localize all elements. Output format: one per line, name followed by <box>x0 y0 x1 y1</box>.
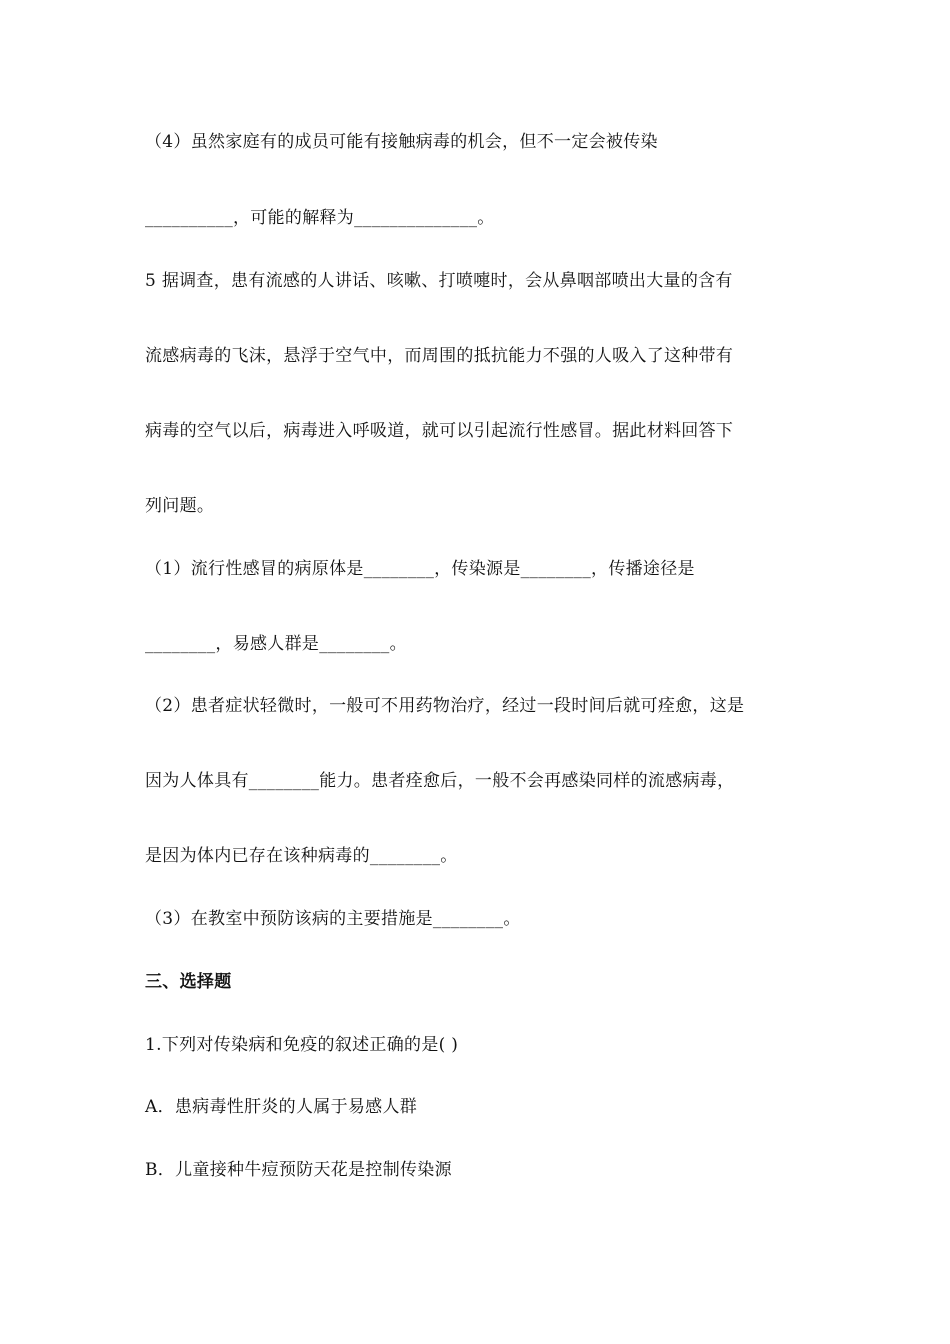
question-5-part-3: （3）在教室中预防该病的主要措施是________。 <box>145 909 521 929</box>
question-5-part-2-line-3: 是因为体内已存在该种病毒的________。 <box>145 846 458 866</box>
choice-option-a: A．患病毒性肝炎的人属于易感人群 <box>145 1097 418 1117</box>
question-4-line-2: __________，可能的解释为______________。 <box>145 208 495 228</box>
question-5-stem-line-1: 5 据调查，患有流感的人讲话、咳嗽、打喷嚏时，会从鼻咽部喷出大量的含有 <box>145 271 733 291</box>
question-4-line-1: （4）虽然家庭有的成员可能有接触病毒的机会，但不一定会被传染 <box>145 132 658 152</box>
question-5-stem-line-4: 列问题。 <box>145 496 215 516</box>
section-heading-choice: 三、选择题 <box>145 972 232 992</box>
question-5-part-2-line-1: （2）患者症状轻微时，一般可不用药物治疗，经过一段时间后就可痊愈，这是 <box>145 696 745 716</box>
choice-question-1-stem: 1.下列对传染病和免疫的叙述正确的是( ) <box>145 1035 459 1055</box>
question-5-stem-line-2: 流感病毒的飞沫，悬浮于空气中，而周围的抵抗能力不强的人吸入了这种带有 <box>145 346 734 366</box>
question-5-stem-line-3: 病毒的空气以后，病毒进入呼吸道，就可以引起流行性感冒。据此材料回答下 <box>145 421 734 441</box>
question-5-part-1-line-2: ________，易感人群是________。 <box>145 634 407 654</box>
question-5-part-2-line-2: 因为人体具有________能力。患者痊愈后，一般不会再感染同样的流感病毒， <box>145 771 735 791</box>
question-5-part-1-line-1: （1）流行性感冒的病原体是________，传染源是________，传播途径是 <box>145 559 695 579</box>
choice-option-b: B．儿童接种牛痘预防天花是控制传染源 <box>145 1160 452 1180</box>
